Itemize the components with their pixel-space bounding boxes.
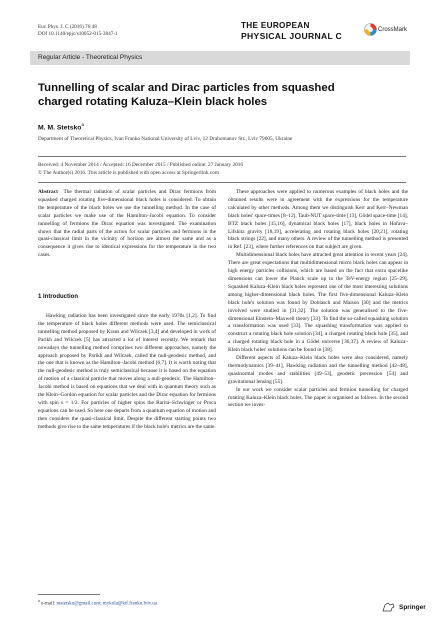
crossmark-label[interactable]: CrossMark [378, 27, 408, 33]
journal-brand [241, 21, 361, 41]
section-heading-introduction: 1 Introduction [38, 294, 78, 300]
article-title: Tunnelling of scalar and Dirac particles from squashed charged rotating Kaluza–Klein black holes [38, 82, 335, 108]
footnote-marker: a [38, 598, 40, 603]
brand-line-2: PHYSICAL JOURNAL C [241, 31, 343, 41]
affiliation: Department of Theoretical Physics, Ivan Franko National University of Lviv, 12 Drahomanov Str., Lviv 79005, Ukraine [38, 136, 293, 142]
journal-citation: Eur. Phys. J. C (2016) 76:48 [38, 24, 97, 30]
abstract-heading: Abstract [38, 189, 58, 195]
abstract-block [38, 189, 216, 260]
author-line [38, 122, 84, 131]
author-name: M. M. Stetsko [38, 124, 82, 132]
publisher-badge: Springer [399, 604, 426, 611]
right-paragraph-2: Multidimensional black holes have attracted great attention in recent years [24]. There are great expectations that multidimensional micro black holes can appear in high energy particles collisions, which are based on the fact that extra spacelike dimensions can lower the Planck scale up to the TeV-energy region [25–29]. Squashed Kaluza–Klein black holes represent one of the most interesting solutions among higher-dimensional black holes. The first five-dimensional Kaluza–Klein black hole's solution was found by Dobiasch and Maison [30] and the metrics involved were studied in [31,32]. The solution was generalised to the five-dimensional Einstein–Maxwell theory [33]. To find the so-called squashing solution a transformation was used [33]. The squashing transformation was applied to construct a rotating black hole solution [34], a charged rotating black hole [35], and a charged rotating black hole in a Gödel universe [36,37]. A review of Kaluza–Klein black holes' solutions can be found in [38]. [228, 252, 408, 354]
author-marker: a [81, 122, 84, 127]
intro-paragraph-1: Hawking radiation has been investigated since the early 1970s [1,2]. To find the temperature of black holes different methods were used. The semiclassical tunnelling method proposed by Kraus and Wilczek [3,4] and developed in work of Parikh and Wilczek [5] has attracted a lot of interest recently. We remark that nowadays the tunnelling method comprises two different approaches, namely the approach proposed by Parikh and Wilczek, called the null-geodesic method, and the one that is known as the Hamilton–Jacobi method [6,7]. It is worth noting that the null-geodesic method is truly semiclassical because it is based on the equation of motion of a classical particle that moves along a null-geodesic. The Hamilton–Jacobi method is based on equations that we deal with in quantum theory such as the Klein–Gordon equation for scalar particles and the Dirac equation for fermions with spin s = 1/2. For particles of higher spins the Rarita–Schwinger or Proca equations can be used. So here one departs from a quantum equation of motion and then considers the quasi-classical limit. Despite the different starting points two methods give rise to the same temperatures if the black hole's metrics are the same. [38, 313, 216, 430]
right-column [228, 189, 408, 410]
right-paragraph-1: These approaches were applied to numerous examples of black holes and the obtained results were in agreement with the expressions for the temperature calculated by other methods. Among them we distinguish Kerr and Kerr–Newman black holes' space-times [8–12], Taub-NUT space-time [13], Gödel space-time [14], BTZ black holes [15,16], dynamical black holes [17], black holes in Hořava–Lifshitz gravity [18,19], accelerating and rotating black holes [20,21], rotating black strings [22], and many others. A review of the tunnelling method is presented in Ref. [23], where further references on that subject are given. [228, 189, 408, 251]
author-email-link[interactable]: mstetsko@gmail.com; mykola@ktf.franko.lviv.ua [56, 601, 157, 607]
footnote-label: e-mail: [41, 601, 56, 607]
publication-history: Received: 4 November 2014 / Accepted: 16 December 2015 / Published online: 27 January 2016 [38, 162, 244, 168]
doi-line[interactable]: DOI 10.1140/epjc/s10052-015-3847-1 [38, 31, 118, 37]
divider-top [38, 156, 406, 157]
crossmark-icon[interactable] [364, 23, 377, 36]
intro-paragraph [38, 313, 216, 432]
abstract-text: The thermal radiation of scalar particles and Dirac fermions from squashed charged rotating five-dimensional black holes is considered. To obtain the temperature of the black holes we use the tunnelling method. In the case of scalar particles we make use of the Hamilton–Jacobi equation. To consider tunnelling of fermions the Dirac equation was investigated. The examination shows that the radial parts of the action for scalar particles and fermions in the quasi-classical limit in the vicinity of horizon are almost the same and as a consequence it gives rise to identical expressions for the temperature in the two cases. [38, 189, 216, 259]
right-paragraph-3: Different aspects of Kaluza–Klein black holes were also considered, namely thermodynamics [39–41], Hawking radiation and the tunnelling method [42–48], quasinormal modes and stabilities [49–53], geodetic precession [54] and gravitational lensing [55]. [228, 355, 408, 385]
copyright-line: © The Author(s) 2016. This article is published with open access at Springerlink.com [38, 170, 219, 176]
divider-bottom [38, 182, 406, 183]
footnote [38, 598, 157, 607]
publication-dates [38, 161, 243, 177]
article-category: Regular Article - Theoretical Physics [38, 54, 143, 61]
brand-line-1: THE EUROPEAN [241, 21, 310, 30]
right-paragraph-4: In our work we consider scalar particles and fermion tunnelling for charged rotating Kaluza–Klein black holes. The paper is organised as follows. In the second section we inves- [228, 386, 408, 409]
footnote-rule [38, 594, 100, 595]
